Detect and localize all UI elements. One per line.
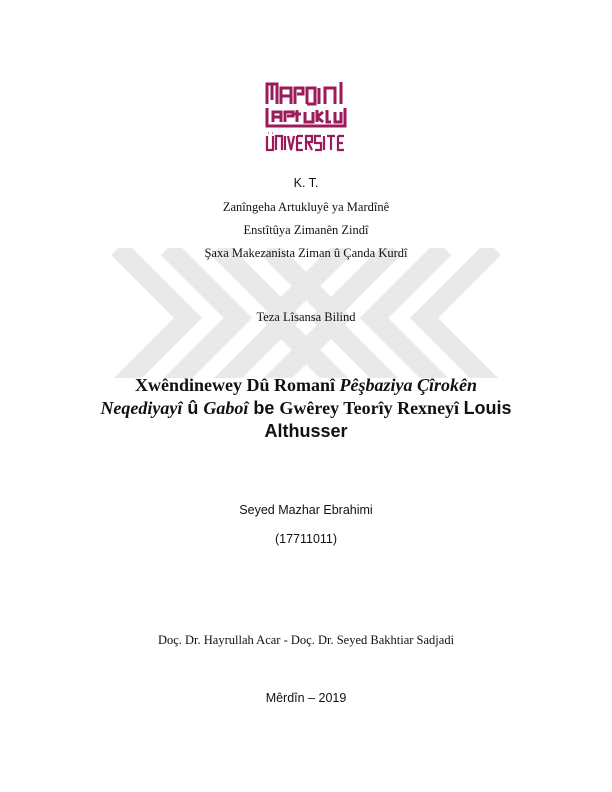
university-logo	[265, 80, 347, 154]
title-preposition: be	[248, 398, 280, 418]
student-id: (17711011)	[274, 532, 338, 546]
title-conjunction: û	[182, 398, 204, 418]
title-theorist-last: Althusser	[264, 421, 348, 441]
department-name: Şaxa Makezanista Ziman û Çanda Kurdî	[204, 246, 408, 260]
title-novel-1-end: Neqediyayî	[100, 398, 183, 418]
thesis-type: Teza Lîsansa Bilind	[256, 310, 356, 324]
title-theorist-first: Louis	[463, 398, 512, 418]
title-line-1	[0, 374, 612, 397]
title-text: Xwêndinewey Dû Romanî	[134, 375, 340, 395]
university-name: Zanîngeha Artukluyê ya Mardînê	[222, 200, 390, 214]
author-name: Seyed Mazhar Ebrahimi	[239, 503, 373, 517]
title-novel-1: Pêşbaziya Çîrokên	[339, 375, 477, 395]
place-date: Mêrdîn – 2019	[265, 691, 347, 705]
title-novel-2: Gaboî	[203, 398, 249, 418]
title-theory: Gwêrey Teorîy Rexneyî	[279, 398, 464, 418]
thesis-title	[0, 374, 612, 443]
title-line-2	[0, 397, 612, 420]
supervisors: Doç. Dr. Hayrullah Acar - Doç. Dr. Seyed Bakhtiar Sadjadi	[157, 633, 455, 647]
institute-name: Enstîtûya Zimanên Zindî	[243, 223, 369, 237]
abbreviation: K. T.	[293, 176, 319, 190]
